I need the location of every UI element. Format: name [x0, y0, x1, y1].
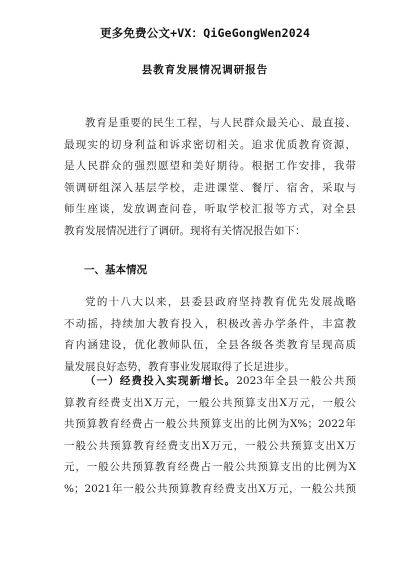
promo-banner: 更多免费公文+VX：QiGeGongWen2024 [99, 26, 311, 40]
document-title: 县教育发展情况调研报告 [141, 64, 269, 76]
funding-paragraph [64, 371, 356, 501]
basic-line: 不动摇，持续加大教育投入，积极改善办学条件，丰富教 [64, 317, 356, 330]
intro-paragraph [64, 113, 356, 243]
section-heading: 一、基本情况 [84, 264, 147, 276]
funding-line-first-rest: 2023年全县一般公共预 [236, 375, 356, 387]
basic-line: 量发展良好态势，教育事业发展取得了长足进步。 [64, 360, 295, 373]
funding-line: 共预算教育经费占一般公共预算支出的比例为X%；2022年 [64, 418, 356, 431]
subsection-heading: （一）经费投入实现新增长。 [85, 375, 237, 387]
intro-line: 教育是重要的民生工程，与人民群众最关心、最直接、 [85, 117, 356, 129]
basic-situation-paragraph [64, 292, 356, 378]
intro-line: 是人民群众的强烈愿望和美好期待。根据工作安排，我带 [64, 160, 356, 173]
funding-line: 元，一般公共预算教育经费占一般公共预算支出的比例为X [64, 461, 356, 474]
funding-line: %；2021年一般公共预算教育经费支出X万元，一般公共预 [64, 482, 356, 495]
intro-line: 教育发展情况进行了调研。现将有关情况报告如下： [64, 224, 306, 237]
intro-line: 师生座谈，发放调查问卷，听取学校汇报等方式，对全县 [64, 203, 356, 216]
basic-line: 党的十八大以来，县委县政府坚持教育优先发展战略 [85, 296, 356, 308]
intro-line: 领调研组深入基层学校，走进课堂、餐厅、宿舍，采取与 [64, 181, 356, 194]
basic-line: 育内涵建设，优化教师队伍，全县各级各类教育呈现高质 [64, 339, 356, 352]
funding-line-first [64, 371, 356, 393]
funding-line: 一般公共预算教育经费支出X万元，一般公共预算支出X万 [64, 439, 356, 452]
intro-line: 最现实的切身利益和诉求密切相关。追求优质教育资源， [64, 138, 356, 151]
funding-line: 算教育经费支出X万元，一般公共预算支出X万元，一般公 [64, 396, 356, 409]
